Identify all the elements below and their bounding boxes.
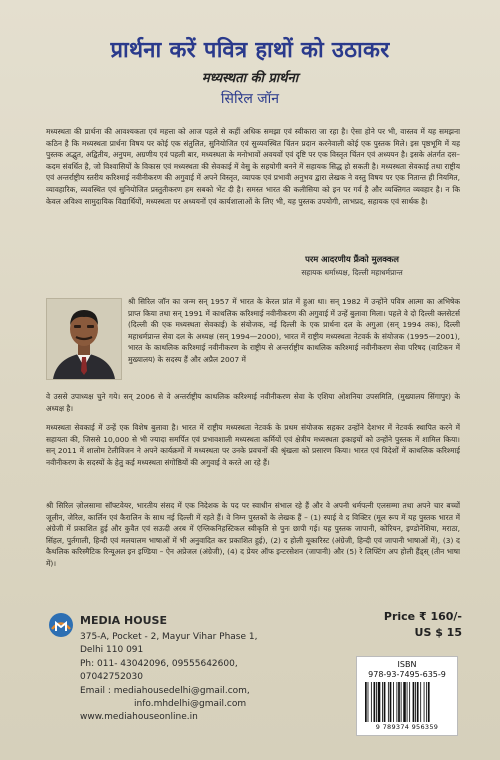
endorser-name: परम आदरणीय फ्रैंको मुलक्कल: [305, 254, 399, 264]
endorsement-signature: [252, 254, 452, 278]
author-bio-paragraph: श्री सिरिल जॉन का जन्म सन् 1957 में भारत के केरल प्रांत में हुआ था। सन् 1982 में उन्होंने पवित्र आत्मा का अभिषेक प्राप्त किया तथा सन् 1991 में काथलिक करिश्माई नवीनीकरण की अगुवाई में उन्हें बुलावा मिला। पहले वे दो दिल्ली क्लसेटर्स (दिल्ली की एक मध्यस्थता सेवकाई) के संयोजक, नई दिल्ली के एक प्रार्थना दल के अगुआ (सन् 1994 तक), दिल्ली महाधर्मप्रान्त सेवा दल के अध्यक्ष (सन् 1994—2000), भारत में राष्ट्रीय मध्यस्थता नेटवर्क के संयोजक (1995—2001), भारत के काथलिक करिश्माई नवीनीकरण के राष्ट्रीय से अन्तर्राष्ट्रीय काथलिक करिश्माई नवीनीकरण सेवा परिषद (वाटिकन में मुख्यालय) के सदस्य हैं और अप्रैल 2007 में: [128, 297, 460, 364]
publisher-address-line: 375-A, Pocket - 2, Mayur Vihar Phase 1,: [80, 632, 258, 642]
barcode-digits: 9 789374 956359: [375, 723, 439, 731]
publisher-name: MEDIA HOUSE: [80, 614, 167, 627]
books-paragraph: श्री सिरिल ज़ोलसामा सॉफ्टवेयर, भारतीय संसद में एक निदेशक के पद पर स्वाधीन संभाल रहे हैं और वे अपनी धर्मपत्नी एलसम्मा तथा अपने चार बच्चों जूलीन, जेरिल, कार्लिन एवं कैरालिन के साथ नई दिल्ली में रहते हैं। वे निम्न पुस्तकों के लेखक हैं – (1) स्पाई वे द विक्टिर (मूल रूप में यह पुस्तक भारत में अंग्रेजी में प्रकाशित हुई और कुवैत एवं सऊदी अरब में एंग्लिकनिहस्टिकल स्वीकृति से पुनः छापी गई। यह पुस्तक जापानी, कोरियन, इण्डोनेशिया, मराठा, सिंहल, पुर्तगाली, हिन्दी एवं मलयालम भाषाओं में भी अनुवादित कर प्रकाशित हुई), (2) द होली यूकारिस्ट (अंग्रेजी, हिन्दी एवं जापानी भाषाओं में), (3) द कैथलिक करिस्मैटिक रिन्यूअल इन इण्डिया – ऐन अप्रेजल (अंग्रेजी), (4) द प्रेयर ऑफ इन्टरसेशन (जापानी) और (5) रे लिफ्टिंग अप होली हैंड्स् (तीन भाषा में)।: [46, 501, 460, 568]
publisher-website: www.mediahouseonline.in: [80, 712, 198, 723]
book-title: प्रार्थना करें पवित्र हाथों को उठाकर: [110, 37, 390, 63]
price-block: [374, 610, 462, 642]
publisher-phone: 07042752030: [80, 672, 143, 683]
author-portrait-illustration: [47, 299, 121, 379]
isbn-label: ISBN: [397, 660, 417, 669]
book-subtitle: मध्यस्थता की प्रार्थना: [201, 71, 299, 86]
publisher-address-line: Delhi 110 091: [80, 645, 144, 656]
publisher-email: info.mhdelhi@gmail.com: [134, 699, 247, 710]
isbn-number: 978-93-7495-635-9: [368, 670, 446, 679]
publisher-contact: [80, 631, 257, 725]
price-inr: Price ₹ 160/-: [383, 610, 462, 623]
author-photo: [46, 298, 122, 380]
book-author: सिरिल जॉन: [220, 91, 280, 107]
publisher-phone: Ph: 011- 43042096, 09555642600,: [80, 658, 238, 669]
isbn-barcode-box: [356, 656, 458, 736]
media-house-logo-icon: [48, 612, 74, 638]
barcode-icon: [364, 682, 450, 722]
intro-paragraph: मध्यस्थता की प्रार्थना की आवश्यकता एवं महत्ता को आज पहले से कहीं अधिक समझा एवं स्वीकारा जा रहा है। ऐसा होने पर भी, वास्तव में यह समझना कठिन है कि मध्यस्थता प्रार्थना विषय पर कोई एक संतुलित, सुनियोजित एवं सुव्यवस्थित चिंतन प्रदान करनेवाली कोई एक पुस्तक मिले। इस पृष्ठभूमि में यह पुस्तक अद्भुत, अद्वितीय, अनुपम, अग्रणीय एवं पहली बार, मध्यस्थता के मनोभावों अवयवों एवं दृष्टि पर एक विस्तृत चिंतन एवं अध्ययन है। इसके अंतर्गत दस–कदम संवर्धित है, जो विश्वासियों के विकास एवं मध्यस्थता की सेवकाई में वेसु के सहयोगी बनने में सहायक सिद्ध हो सकती है। मध्यस्थता सेवकाई तथा राष्ट्रीय एवं अन्तर्राष्ट्रीय स्तरीय करिश्माई नवीनीकरण की अगुवाई में अपने विस्तृत, व्यापक एवं प्रभावी अनुभव द्वारा लेखक ने वस्तु विषय पर एक नितान्त ही नियमित, व्यावहारिक, व्यवस्थित एवं सुनियोजित प्रस्तुतीकरण हम सबको भेंट दी है। समस्त भारत की कलीसिया को इन पर गर्व है और व्यक्तिगत व्यवहार है। न कि केवल अविश्व सामुदायिक विद्यार्थियों, मध्यस्थता पर अध्ययनों एवं कार्यशालाओं के लिए भी, यह पुस्तक उपयोगी, लाभप्रद, सहायक एवं सार्थक है।: [46, 127, 460, 206]
publisher-email: Email : mediahousedelhi@gmail.com,: [80, 685, 250, 696]
price-usd: US $ 15: [414, 626, 462, 639]
endorser-role: सहायक धर्माध्यक्ष, दिल्ली महाधर्मप्रान्त: [301, 268, 403, 277]
author-bio-continued: वे उससे उपाध्यक्ष चुने गये। सन् 2006 से वे अन्तर्राष्ट्रीय काथलिक करिश्माई नवीनीकरण सेवा के एशिया ओशनिया उपसमिति, (मुख्यालय सिंगापुर) के अध्यक्ष है।: [46, 392, 460, 413]
mission-paragraph: मध्यस्थता सेवकाई में उन्हें एक विशेष बुलावा है। भारत में राष्ट्रीय मध्यस्थता नेटवर्क के प्रथम संयोजक सहकर उन्होंने देशभर में नेटवर्क स्थापित करने में सहायता की, जिससे 10,000 से भी ज्यादा समर्पित एवं प्रभावशाली मध्यस्थता कर्मियों एवं क्षेत्रीय मध्यस्थता इकाइयों को उन्होंने पुस्तक में शामिल किया। सन् 2011 में शालोम टेलीविजन ने अपने कार्यक्रमों में मध्यस्थता पर उनके प्रवचनों की श्रृंखला को प्रसारण किया। भारत एवं विदेशों में काथलिक करिश्माई नवीनीकरण के सदस्यों के हेतु कई मध्यस्थता संगोष्ठियों की अगुवाई वे करते आ रहे हैं।: [46, 423, 460, 467]
